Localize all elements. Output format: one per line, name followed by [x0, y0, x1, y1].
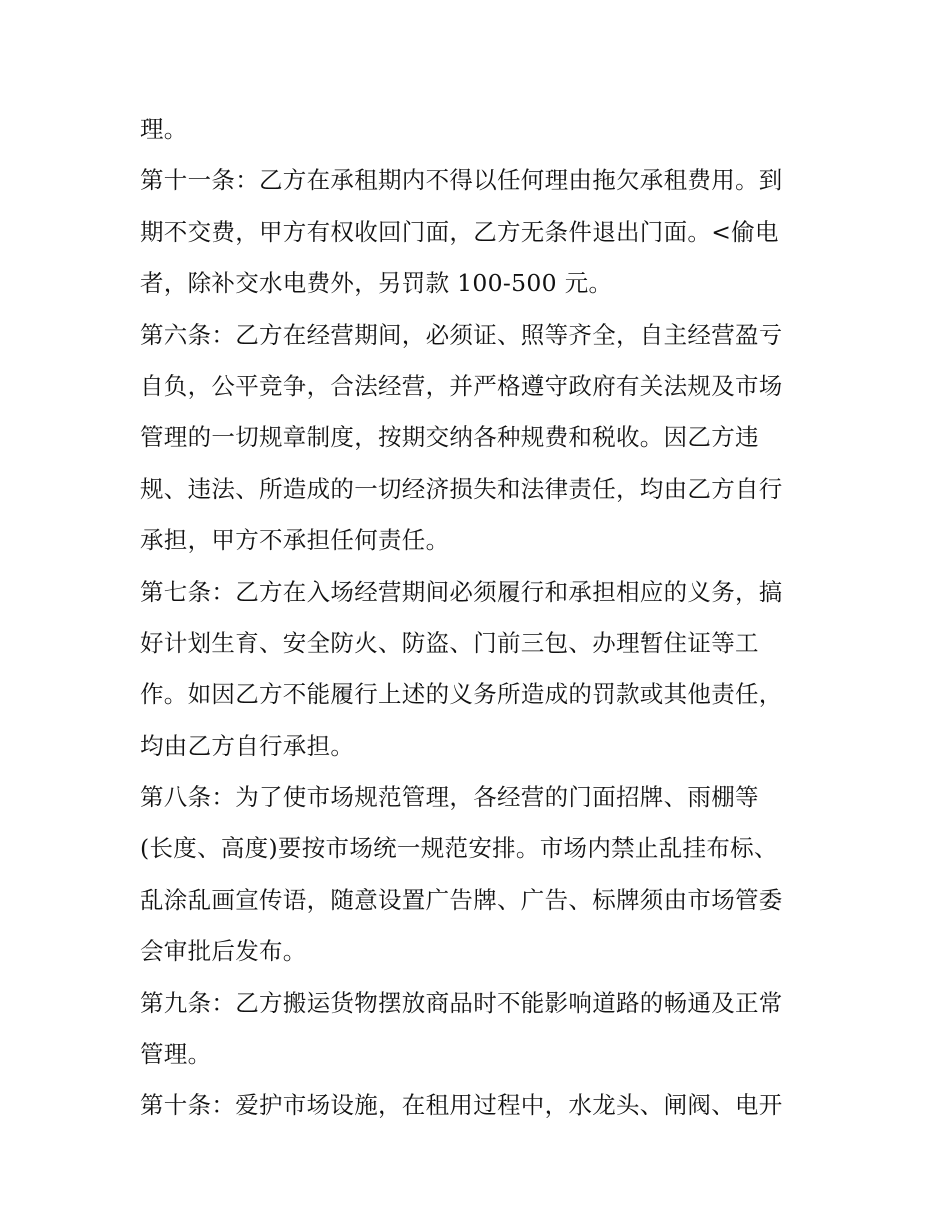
text-line: 理。	[140, 115, 188, 143]
text-line: 会审批后发布。	[140, 937, 307, 966]
text-line: 第九条：乙方搬运货物摆放商品时不能影响道路的畅通及正常	[140, 988, 783, 1017]
text-line: (长度、高度)要按市场统一规范安排。市场内禁止乱挂布标、	[140, 834, 778, 863]
text-line: 第十一条：乙方在承租期内不得以任何理由拖欠承租费用。到	[140, 166, 783, 195]
text-line: 第八条：为了使市场规范管理，各经营的门面招牌、雨棚等	[140, 783, 759, 812]
text-line: 作。如因乙方不能履行上述的义务所造成的罚款或其他责任，	[140, 680, 783, 709]
text-line: 第十条：爱护市场设施，在租用过程中，水龙头、闸阀、电开	[140, 1091, 783, 1120]
text-line: 期不交费，甲方有权收回门面，乙方无条件退出门面。<偷电	[140, 217, 779, 246]
text-line: 好计划生育、安全防火、防盗、门前三包、办理暂住证等工	[140, 628, 759, 657]
text-line: 者，除补交水电费外，另罚款 100-500 元。	[140, 269, 613, 298]
document-body	[140, 104, 820, 1132]
text-line: 管理。	[140, 1040, 212, 1069]
text-line: 第七条：乙方在入场经营期间必须履行和承担相应的义务，搞	[140, 577, 783, 606]
text-line: 规、违法、所造成的一切经济损失和法律责任，均由乙方自行	[140, 474, 783, 503]
text-line: 第六条：乙方在经营期间，必须证、照等齐全，自主经营盈亏	[140, 320, 783, 349]
text-line: 管理的一切规章制度，按期交纳各种规费和税收。因乙方违	[140, 423, 759, 452]
text-line: 均由乙方自行承担。	[140, 731, 355, 760]
text-line: 乱涂乱画宣传语，随意设置广告牌、广告、标牌须由市场管委	[140, 885, 783, 914]
text-line: 自负，公平竞争，合法经营，并严格遵守政府有关法规及市场	[140, 371, 783, 400]
text-line: 承担，甲方不承担任何责任。	[140, 526, 450, 555]
